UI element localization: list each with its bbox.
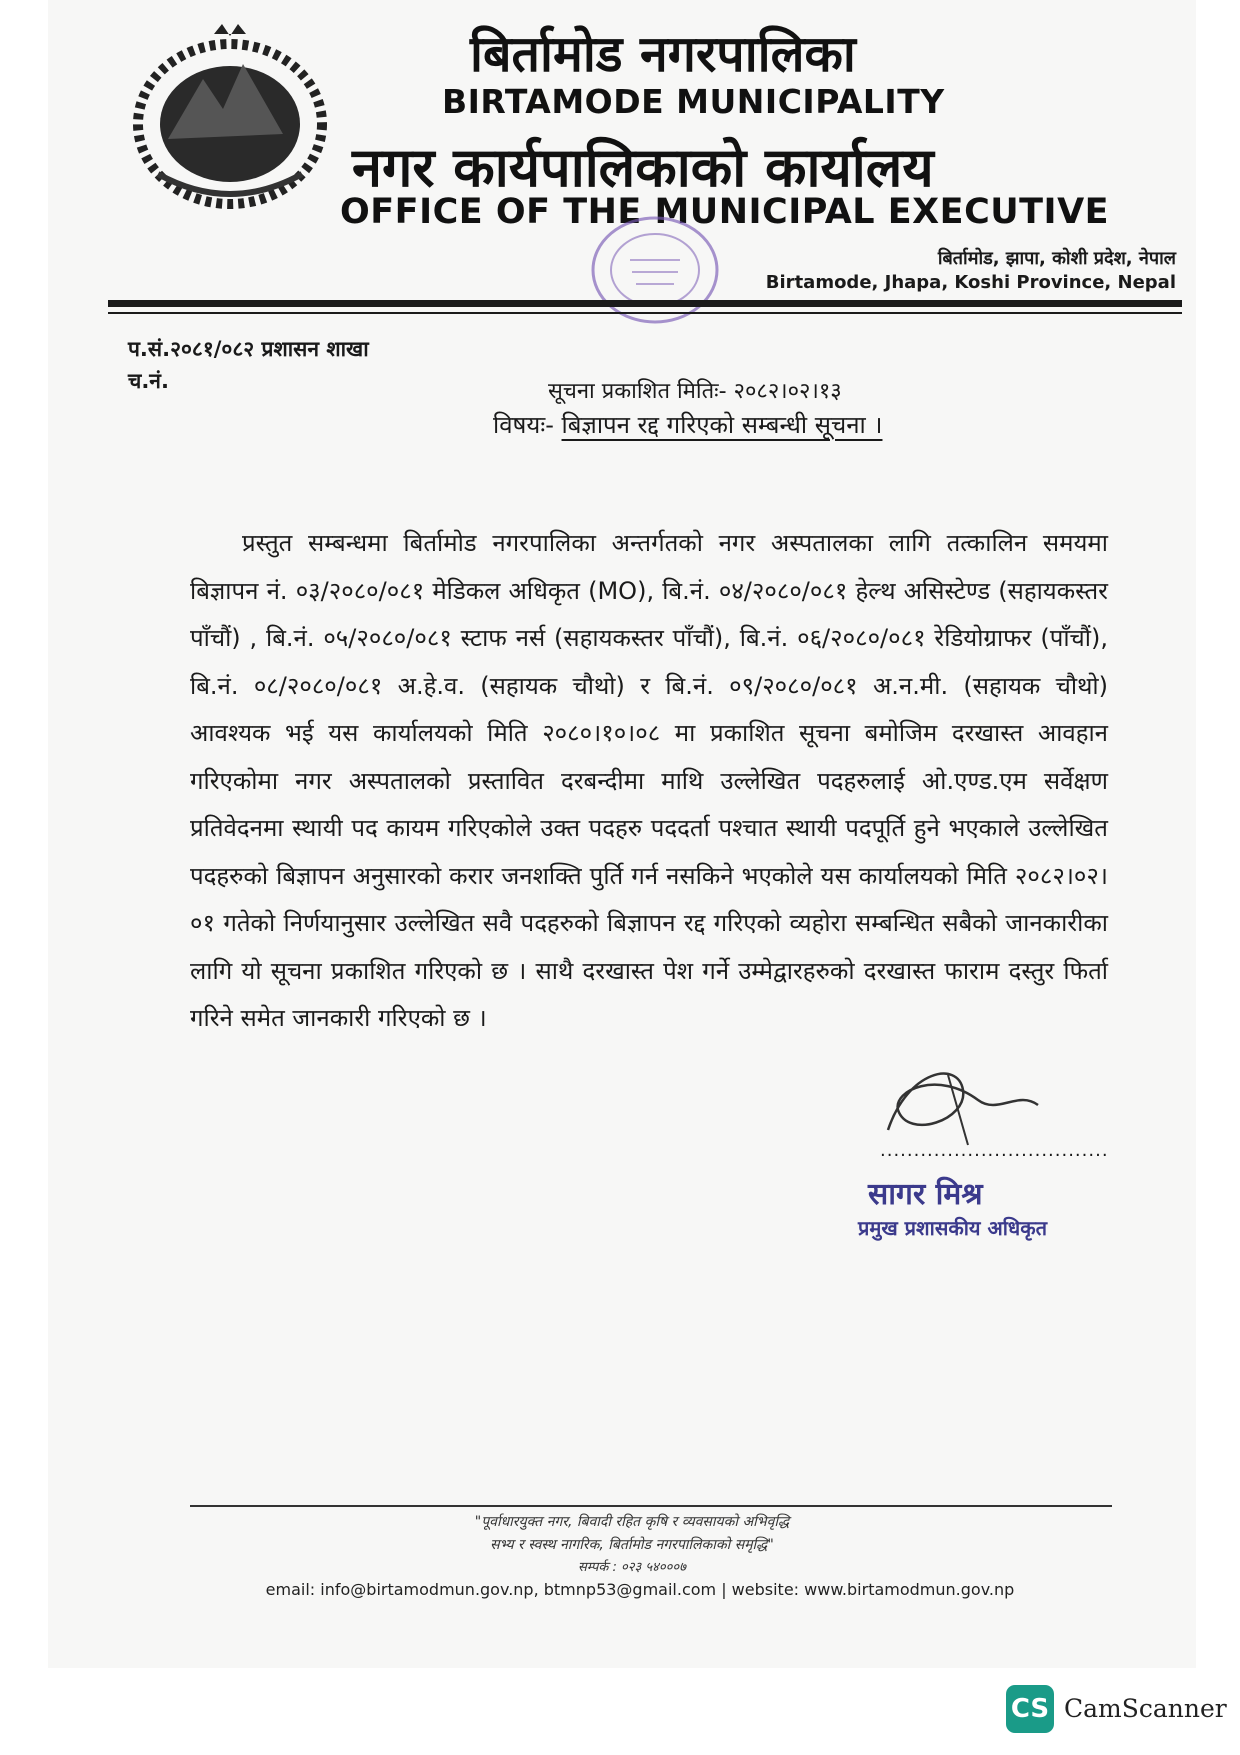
footer-contact: email: info@birtamodmun.gov.np, btmnp53@gmail.com | website: www.birtamodmun.gov.np xyxy=(265,1580,1015,1599)
notice-subject xyxy=(493,408,882,441)
address-english: Birtamode, Jhapa, Koshi Province, Nepal xyxy=(765,272,1176,293)
nepal-emblem-icon xyxy=(118,24,348,219)
signatory-title: प्रमुख प्रशासकीय अधिकृत xyxy=(858,1216,1047,1240)
reference-number: प.सं.२०८१/०८२ प्रशासन शाखा xyxy=(128,337,369,361)
footer-slogan-line2: सभ्य र स्वस्थ नागरिक, बिर्तामोड नगरपालिकाको समृद्धि" xyxy=(490,1537,774,1553)
letterhead-divider xyxy=(108,300,1182,307)
municipality-name-english: BIRTAMODE MUNICIPALITY xyxy=(442,82,945,121)
office-name-nepali: नगर कार्यपालिकाको कार्यालय xyxy=(352,136,934,199)
camscanner-logo-icon: CS xyxy=(1006,1685,1054,1733)
notice-body: प्रस्तुत सम्बन्धमा बिर्तामोड नगरपालिका अन्तर्गतको नगर अस्पतालका लागि तत्कालिन समयमा बिज्ञापन नं. ०३/२०८०/०८१ मेडिकल अधिकृत (MO), बि.नं. ०४/२०८०/०८१ हेल्थ असिस्टेण्ड (सहायकस्तर पाँचौं) , बि.नं. ०५/२०८०/०८१ स्टाफ नर्स (सहायकस्तर पाँचौं), बि.नं. ०६/२०८०/०८१ रेडियोग्राफर (पाँचौं), बि.नं. ०८/२०८०/०८१ अ.हे.व. (सहायक चौथो) र बि.नं. ०९/२०८०/०८१ अ.न.मी. (सहायक चौथो) आवश्यक भई यस कार्यालयको मिति २०८०।१०।०८ मा प्रकाशित सूचना बमोजिम दरखास्त आवहान गरिएकोमा नगर अस्पतालको प्रस्तावित दरबन्दीमा माथि उल्लेखित पदहरुलाई ओ.एण्ड.एम सर्वेक्षण प्रतिवेदनमा स्थायी पद कायम गरिएकोले उक्त पदहरु पददर्ता पश्चात स्थायी पदपूर्ति हुने भएकाले उल्लेखित पदहरुको बिज्ञापन अनुसारको करार जनशक्ति पुर्ति गर्न नसकिने भएकोले यस कार्यालयको मिति २०८२।०२।०१ गतेको निर्णयानुसार उल्लेखित सवै पदहरुको बिज्ञापन रद्द गरिएको व्यहोरा सम्बन्धित सबैको जानकारीका लागि यो सूचना प्रकाशित गरिएको छ । साथै दरखास्त पेश गर्ने उम्मेद्वारहरुको दरखास्त फाराम दस्तुर फिर्ता गरिने समेत जानकारी गरिएको छ । xyxy=(190,529,1108,1032)
subject-text: बिज्ञापन रद्द गरिएको सम्बन्धी सूचना । xyxy=(561,411,883,439)
camscanner-watermark: CamScanner xyxy=(1064,1694,1227,1723)
office-stamp-icon xyxy=(570,210,740,340)
municipality-name-nepali: बिर्तामोड नगरपालिका xyxy=(470,25,856,83)
footer-slogan-line1: "पूर्वाधारयुक्त नगर, बिवादी रहित कृषि र व्यवसायको अभिवृद्धि xyxy=(474,1514,790,1530)
footer-divider xyxy=(190,1505,1112,1507)
office-name-english: OFFICE OF THE MUNICIPAL EXECUTIVE xyxy=(340,192,1110,232)
address-nepali: बिर्तामोड, झापा, कोशी प्रदेश, नेपाल xyxy=(937,248,1176,269)
notice-published-date: सूचना प्रकाशित मितिः- २०८२।०२।१३ xyxy=(548,379,842,404)
letterhead-divider-thin xyxy=(108,312,1182,314)
signature-line: .................................. xyxy=(880,1140,1109,1161)
footer-phone: सम्पर्क : ०२३ ५४०००७ xyxy=(578,1560,686,1575)
subject-label: विषयः- xyxy=(493,411,554,439)
signatory-name: सागर मिश्र xyxy=(868,1177,983,1212)
dispatch-number: च.नं. xyxy=(128,369,169,393)
